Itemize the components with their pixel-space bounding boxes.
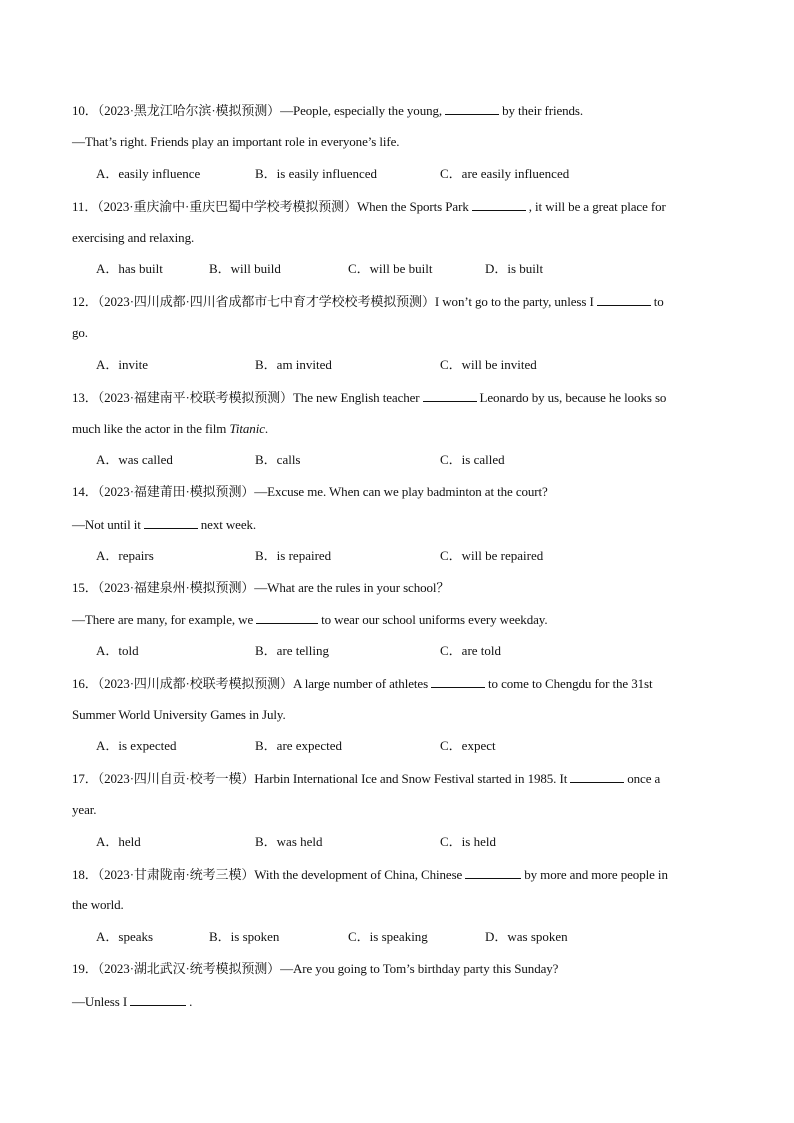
answer-blank	[597, 293, 651, 306]
question-13-continuation: much like the actor in the film Titanic.	[72, 421, 269, 436]
question-13-stem: 13．（2023·福建南平·校联考模拟预测）The new English teacher Leonardo by us, because he looks so	[72, 390, 667, 405]
option-a: A．easily influence	[96, 166, 201, 181]
question-17-stem: 17．（2023·四川自贡·校考一模）Harbin International Ice and Snow Festival started in 1985. It once a	[72, 771, 661, 786]
question-15-stem: 15．（2023·福建泉州·模拟预测）—What are the rules in your school？	[72, 580, 450, 595]
answer-blank	[144, 516, 198, 529]
question-10-options	[72, 166, 722, 182]
question-18-options	[72, 929, 722, 945]
option-d: D．was spoken	[485, 929, 568, 944]
answer-blank	[465, 866, 521, 879]
option-c: C．is speaking	[348, 929, 428, 944]
answer-blank	[431, 675, 485, 688]
question-11-stem: 11．（2023·重庆渝中·重庆巴蜀中学校考模拟预测）When the Sports Park , it will be a great place for	[72, 199, 666, 214]
option-c: C．are told	[440, 643, 502, 658]
option-a: A．invite	[96, 357, 148, 372]
option-b: B．will build	[209, 261, 281, 276]
question-10-stem: 10．（2023·黑龙江哈尔滨·模拟预测）—People, especially the young, by their friends.	[72, 103, 584, 118]
option-c: C．are easily influenced	[440, 166, 570, 181]
answer-blank	[570, 770, 624, 783]
question-19-stem: 19．（2023·湖北武汉·统考模拟预测）—Are you going to Tom’s birthday party this Sunday?	[72, 961, 559, 976]
question-17-continuation: year.	[72, 802, 97, 817]
option-b: B．is repaired	[255, 548, 332, 563]
option-c: C．is held	[440, 834, 496, 849]
answer-blank	[445, 102, 499, 115]
question-18-stem: 18．（2023·甘肃陇南·统考三模）With the development of China, Chinese by more and more people in	[72, 867, 668, 882]
question-16-options	[72, 738, 722, 754]
question-14-reply: —Not until it next week.	[72, 517, 257, 532]
option-c: C．will be repaired	[440, 548, 544, 563]
option-b: B．was held	[255, 834, 323, 849]
question-12-options	[72, 357, 722, 373]
question-11-continuation: exercising and relaxing.	[72, 230, 195, 245]
option-b: B．is spoken	[209, 929, 280, 944]
option-a: A．is expected	[96, 738, 177, 753]
option-b: B．calls	[255, 452, 301, 467]
option-b: B．is easily influenced	[255, 166, 378, 181]
option-b: B．are expected	[255, 738, 342, 753]
answer-blank	[423, 389, 477, 402]
option-c: C．will be invited	[440, 357, 537, 372]
answer-blank	[130, 993, 186, 1006]
question-12-continuation: go.	[72, 325, 88, 340]
question-17-options	[72, 834, 722, 850]
question-10-reply: —That’s right. Friends play an important role in everyone’s life.	[72, 134, 400, 149]
question-13-options	[72, 452, 722, 468]
option-c: C．will be built	[348, 261, 433, 276]
option-a: A．speaks	[96, 929, 154, 944]
option-a: A．repairs	[96, 548, 154, 563]
film-title: Titanic	[229, 421, 265, 436]
question-16-continuation: Summer World University Games in July.	[72, 707, 286, 722]
option-a: A．was called	[96, 452, 173, 467]
question-18-continuation: the world.	[72, 897, 124, 912]
option-b: B．are telling	[255, 643, 330, 658]
option-a: A．told	[96, 643, 139, 658]
question-14-stem: 14．（2023·福建莆田·模拟预测）—Excuse me. When can we play badminton at the court?	[72, 484, 548, 499]
question-15-reply: —There are many, for example, we to wear our school uniforms every weekday.	[72, 612, 548, 627]
option-d: D．is built	[485, 261, 544, 276]
question-16-stem: 16．（2023·四川成都·校联考模拟预测）A large number of athletes to come to Chengdu for the 31st	[72, 676, 653, 691]
option-b: B．am invited	[255, 357, 332, 372]
option-a: A．held	[96, 834, 141, 849]
question-12-stem: 12．（2023·四川成都·四川省成都市七中育才学校校考模拟预测）I won’t go to the party, unless I to	[72, 294, 664, 309]
option-c: C．is called	[440, 452, 505, 467]
question-11-options	[72, 261, 722, 277]
question-14-options	[72, 548, 722, 564]
option-a: A．has built	[96, 261, 163, 276]
option-c: C．expect	[440, 738, 496, 753]
question-19-reply: —Unless I .	[72, 994, 193, 1009]
answer-blank	[472, 198, 526, 211]
question-15-options	[72, 643, 722, 659]
answer-blank	[256, 611, 318, 624]
